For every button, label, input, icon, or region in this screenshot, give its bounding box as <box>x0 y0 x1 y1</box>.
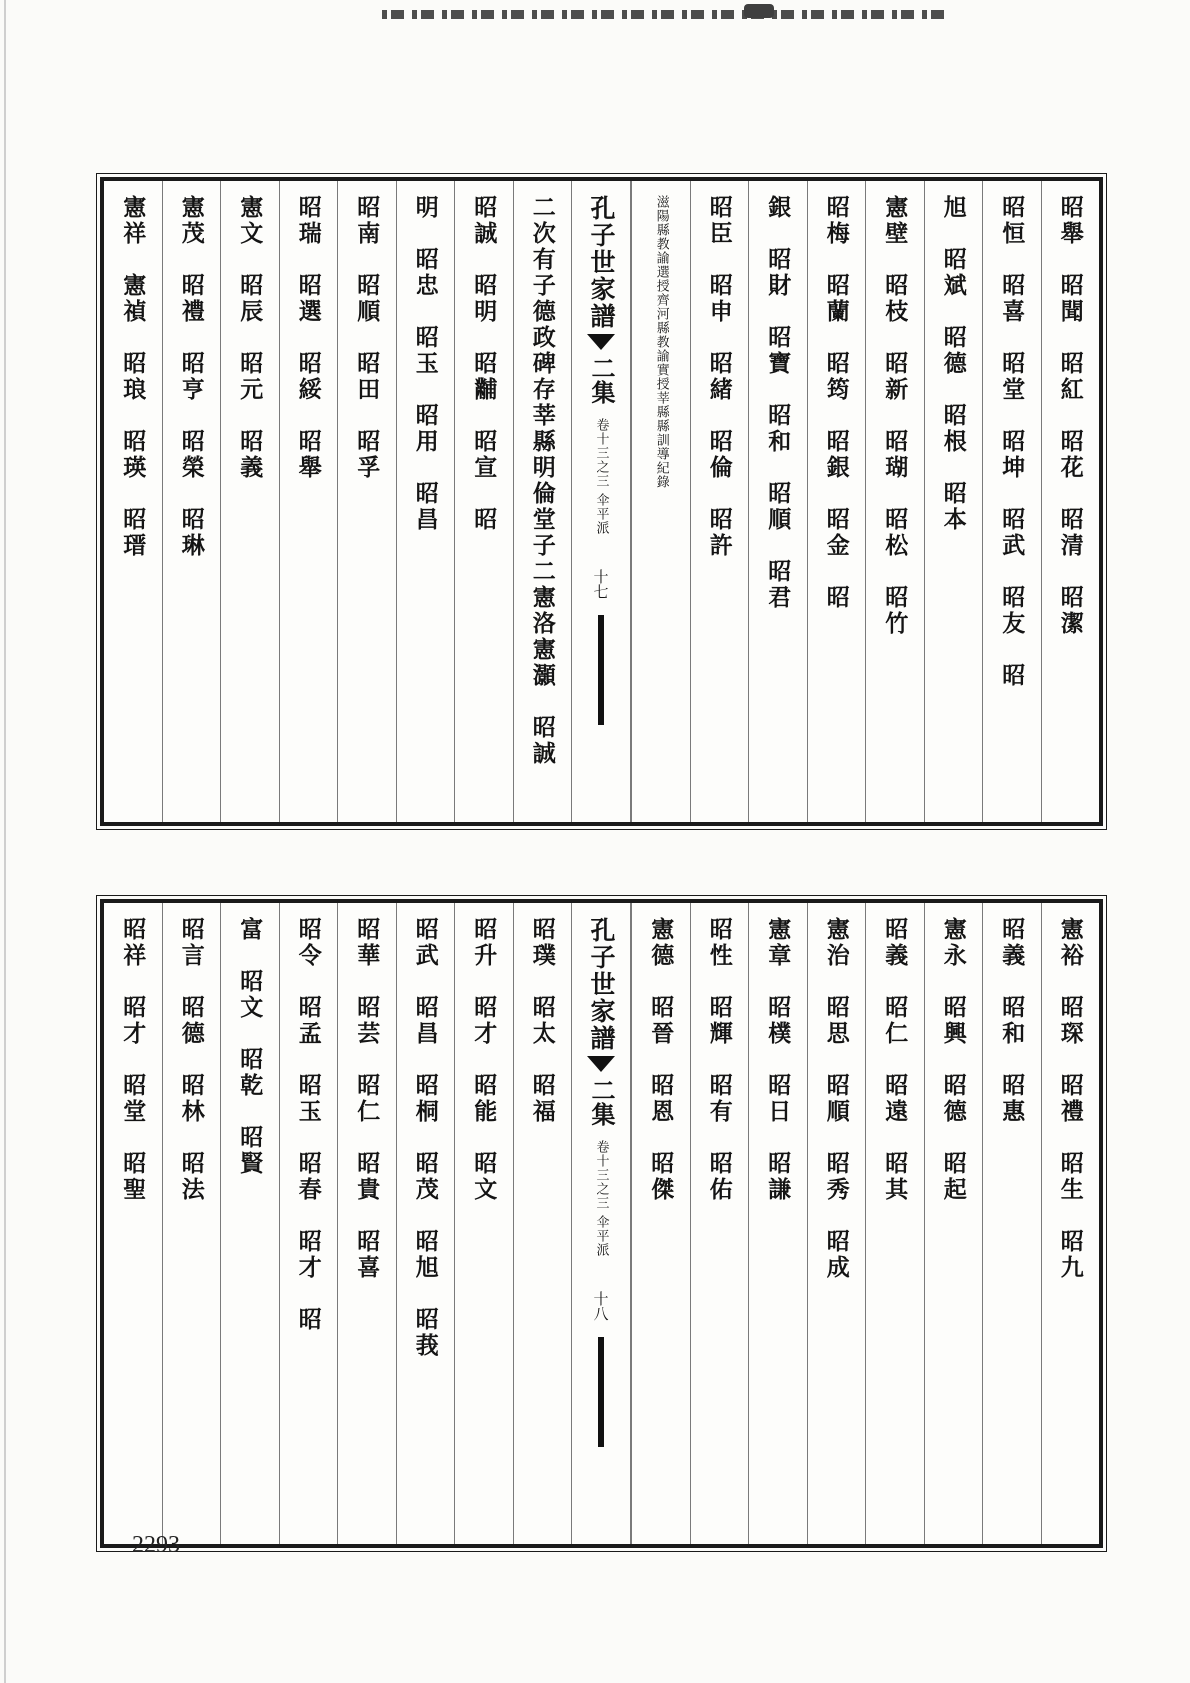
genealogy-entry: 昭恒 昭喜 昭堂 昭坤 昭武 昭友 昭 <box>998 195 1026 689</box>
lower-column-l2 <box>454 903 513 1544</box>
upper-page-panel <box>100 177 1103 826</box>
volume-label: 二集 <box>587 1078 616 1126</box>
upper-column-r1 <box>1041 181 1100 822</box>
page-number: 2293 <box>132 1532 180 1558</box>
volume-label: 二集 <box>587 356 616 404</box>
upper-column-l4 <box>337 181 396 822</box>
genealogy-entry: 昭令 昭孟 昭玉 昭春 昭才 昭 <box>294 917 322 1333</box>
genealogy-entry: 昭舉 昭聞 昭紅 昭花 昭清 昭潔 <box>1056 195 1084 637</box>
upper-column-l8 <box>104 181 162 822</box>
section-label: 卷十三之三 伞平派 <box>593 418 609 536</box>
genealogy-entry: 憲祥 憲禎 昭琅 昭瑛 昭瑨 <box>119 195 147 559</box>
upper-column-r8 <box>631 181 690 822</box>
upper-column-l3 <box>396 181 455 822</box>
upper-column-r5 <box>807 181 866 822</box>
genealogy-entry: 憲德 昭晉 昭恩 昭傑 <box>647 917 675 1203</box>
lower-column-l3 <box>396 903 455 1544</box>
upper-column-l1 <box>513 181 572 822</box>
genealogy-entry: 旭 昭斌 昭德 昭根 昭本 <box>939 195 967 533</box>
genealogy-entry: 昭武 昭昌 昭桐 昭茂 昭旭 昭莪 <box>411 917 439 1359</box>
ink-blot <box>744 4 774 18</box>
genealogy-entry: 銀 昭財 昭寶 昭和 昭順 昭君 <box>764 195 792 611</box>
center-heading <box>572 195 630 822</box>
lower-column-r4 <box>865 903 924 1544</box>
genealogy-entry: 昭義 昭仁 昭遠 昭其 <box>881 917 909 1203</box>
gutter-bar <box>598 1337 604 1447</box>
genealogy-entry: 憲治 昭思 昭順 昭秀 昭成 <box>822 917 850 1281</box>
upper-column-r7 <box>690 181 749 822</box>
upper-column-l2 <box>454 181 513 822</box>
book-title: 孔子世家譜 <box>587 917 616 1052</box>
genealogy-entry: 昭義 昭和 昭惠 <box>998 917 1026 1125</box>
lower-columns <box>104 903 1099 1544</box>
genealogy-entry: 昭華 昭芸 昭仁 昭貴 昭喜 <box>353 917 381 1281</box>
section-label: 卷十三之三 伞平派 <box>593 1140 609 1258</box>
genealogy-entry: 二次有子德政碑存莘縣明倫堂子二憲洛憲灝 昭誠 <box>528 195 556 767</box>
genealogy-entry: 憲壁 昭枝 昭新 昭瑚 昭松 昭竹 <box>881 195 909 637</box>
genealogy-entry: 昭南 昭順 昭田 昭孚 <box>353 195 381 481</box>
genealogy-entry: 憲永 昭興 昭德 昭起 <box>939 917 967 1203</box>
folio-number: 十七 <box>591 569 610 600</box>
genealogy-entry: 憲茂 昭禮 昭亨 昭榮 昭琳 <box>177 195 205 559</box>
lower-column-r3 <box>924 903 983 1544</box>
lower-column-l8 <box>104 903 162 1544</box>
genealogy-entry: 昭性 昭輝 昭有 昭佑 <box>705 917 733 1203</box>
genealogy-entry: 明 昭忠 昭玉 昭用 昭昌 <box>411 195 439 533</box>
lower-column-r8 <box>631 903 690 1544</box>
lower-page-panel <box>100 899 1103 1548</box>
upper-column-l7 <box>162 181 221 822</box>
genealogy-entry: 憲文 昭辰 昭元 昭義 <box>236 195 264 481</box>
lower-column-r5 <box>807 903 866 1544</box>
lower-column-r7 <box>690 903 749 1544</box>
fishtail-mark-icon <box>587 1056 615 1072</box>
lower-center-gutter <box>571 903 631 1544</box>
genealogy-entry: 昭璞 昭太 昭福 <box>528 917 556 1125</box>
genealogy-entry: 昭臣 昭申 昭緒 昭倫 昭許 <box>705 195 733 559</box>
genealogy-entry: 昭瑞 昭選 昭綏 昭舉 <box>294 195 322 481</box>
lower-column-l4 <box>337 903 396 1544</box>
lower-column-r1 <box>1041 903 1100 1544</box>
book-title: 孔子世家譜 <box>587 195 616 330</box>
genealogy-entry: 昭升 昭才 昭能 昭文 <box>470 917 498 1203</box>
lower-column-r2 <box>982 903 1041 1544</box>
upper-column-l6 <box>220 181 279 822</box>
top-decorative-rule <box>382 10 944 19</box>
lower-column-r6 <box>748 903 807 1544</box>
genealogy-entry: 憲裕 昭琛 昭禮 昭生 昭九 <box>1056 917 1084 1281</box>
upper-center-gutter <box>571 181 631 822</box>
lower-column-l6 <box>220 903 279 1544</box>
upper-column-l5 <box>279 181 338 822</box>
upper-columns <box>104 181 1099 822</box>
genealogy-entry: 昭祥 昭才 昭堂 昭聖 <box>119 917 147 1203</box>
center-heading <box>572 917 630 1544</box>
upper-column-r3 <box>924 181 983 822</box>
lower-column-l5 <box>279 903 338 1544</box>
fishtail-mark-icon <box>587 334 615 350</box>
genealogy-entry: 昭誠 昭明 昭黼 昭宣 昭 <box>470 195 498 533</box>
upper-column-r6 <box>748 181 807 822</box>
page-edge <box>4 0 6 1683</box>
genealogy-entry: 昭言 昭德 昭林 昭法 <box>177 917 205 1203</box>
upper-column-r2 <box>982 181 1041 822</box>
gutter-bar <box>598 615 604 725</box>
lower-column-l7 <box>162 903 221 1544</box>
genealogy-entry: 憲章 昭樸 昭日 昭謙 <box>764 917 792 1203</box>
folio-number: 十八 <box>591 1291 610 1322</box>
genealogy-entry: 昭梅 昭蘭 昭筠 昭銀 昭金 昭 <box>822 195 850 611</box>
genealogy-annotation: 滋陽縣教諭選授齊河縣教諭實授莘縣縣訓導紀錄 <box>653 195 669 489</box>
upper-column-r4 <box>865 181 924 822</box>
genealogy-entry: 富 昭文 昭乾 昭賢 <box>236 917 264 1177</box>
lower-column-l1 <box>513 903 572 1544</box>
